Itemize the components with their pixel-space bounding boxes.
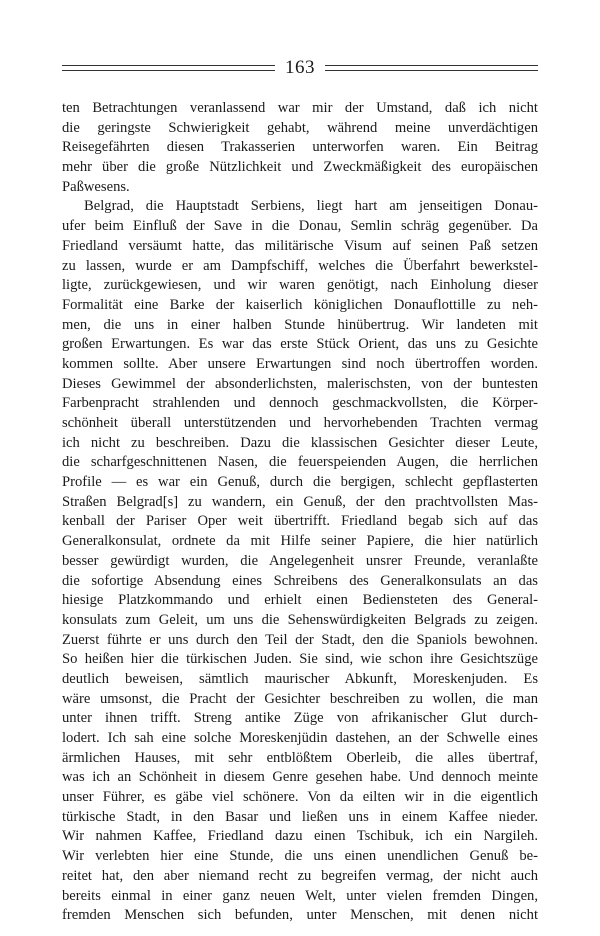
text-line: men, die uns in einer halben Stunde hinübertrug. Wir landeten mit	[62, 316, 538, 333]
text-line: die sofortige Absendung eines Schreibens des Generalkonsulats an das	[62, 572, 538, 589]
paragraph	[62, 197, 538, 925]
text-line: die scharfgeschnittenen Nasen, die feuerspeienden Augen, die herrlichen	[62, 454, 538, 471]
text-line: Profile — es war ein Genuß, durch die bergigen, schlecht gepflasterten	[62, 474, 538, 491]
text-line: Farbenpracht strahlenden und dennoch geschmackvollsten, die Körper-	[62, 395, 538, 412]
page-header	[62, 56, 538, 80]
text-line: Wir verlebten hier eine Stunde, die uns einen unendlichen Genuß be-	[62, 848, 538, 865]
text-line: Reisegefährten diesen Trakasserien unterworfen waren. Ein Beitrag	[62, 139, 538, 156]
text-line: wäre umsonst, die Pracht der Gesichter beschreiben zu wollen, die man	[62, 690, 538, 707]
text-line: deutlich beweisen, sämtlich maurischer Abkunft, Moreskenjuden. Es	[62, 670, 538, 687]
header-rule-right	[325, 65, 538, 71]
text-line: schönheit überall unterstützenden und hervorhebenden Trachten vermag	[62, 415, 538, 431]
text-line: was ich an Schönheit in diesem Genre gesehen habe. Und dennoch meinte	[62, 769, 538, 786]
text-line: konsulats zum Geleit, um uns die Sehenswürdigkeiten Belgrads zu zeigen.	[62, 611, 538, 628]
text-line: Formalität eine Barke der kaiserlich königlichen Donauflottille zu neh-	[62, 296, 538, 313]
text-line: unter ihnen trifft. Streng antike Züge von afrikanischer Glut durch-	[62, 710, 538, 727]
text-line: türkische Stadt, in den Basar und ließen uns in einem Kaffee nieder.	[62, 808, 538, 825]
text-line: hiesige Platzkommando und erhielt einen Bediensteten des General-	[62, 592, 538, 609]
text-line: Straßen Belgrad[s] zu wandern, ein Genuß, der den prachtvollsten Mas-	[62, 493, 538, 510]
text-line: Zuerst führte er uns durch den Teil der Stadt, den die Spaniols bewohnen.	[62, 631, 538, 648]
header-rule-left	[62, 65, 275, 71]
text-line: kommen sollte. Aber unsere Erwartungen sind noch übertroffen worden.	[62, 355, 538, 372]
text-line: reitet hat, den aber niemand recht zu begreifen vermag, der nicht auch	[62, 867, 538, 884]
text-line: besser gewürdigt wurden, die Angelegenheit unsrer Freunde, veranlaßte	[62, 552, 538, 569]
text-line: bereits einmal in einer ganz neuen Welt, unter vielen fremden Dingen,	[62, 887, 538, 904]
text-line: Generalkonsulat, ordnete da mit Hilfe seiner Papiere, die hier natürlich	[62, 533, 538, 550]
text-line: zu lassen, wurde er am Dampfschiff, welches die Überfahrt bewerkstel-	[62, 257, 538, 274]
page-number: 163	[285, 57, 315, 78]
text-line: großen Erwartungen. Es war das erste Stück Orient, das uns zu Gesichte	[62, 336, 538, 353]
text-line: ten Betrachtungen veranlassend war mir der Umstand, daß ich nicht	[62, 100, 538, 116]
text-line: mehr über die große Nützlichkeit und Zweckmäßigkeit des europäischen	[62, 159, 538, 176]
text-line: ich nicht zu beschreiben. Dazu die klassischen Gesichter dieser Leute,	[62, 434, 538, 451]
body-text	[62, 99, 538, 926]
text-line: fremden Menschen sich befunden, unter Menschen, mit denen nicht	[62, 907, 538, 924]
text-line: Dieses Gewimmel der absonderlichsten, malerischsten, von der buntesten	[62, 375, 538, 392]
text-line: Paßwesens.	[62, 178, 130, 195]
paragraph	[62, 99, 538, 197]
text-line: die geringste Schwierigkeit gehabt, während meine unverdächtigen	[62, 119, 538, 136]
text-line: kenball der Pariser Oper weit übertrifft. Friedland begab sich auf das	[62, 513, 538, 530]
text-line: ärmlichen Hauses, mit sehr entblößtem Oberleib, die alles übertraf,	[62, 749, 538, 766]
text-line: So heißen hier die türkischen Juden. Sie sind, wie schon ihre Gesichtszüge	[62, 651, 538, 668]
text-line: unser Führer, es gäbe viel schönere. Von da eilten wir in die eigentlich	[62, 789, 538, 806]
text-line: lodert. Ich sah eine solche Moreskenjüdin dastehen, an der Schwelle eines	[62, 730, 538, 746]
text-line: Belgrad, die Hauptstadt Serbiens, liegt hart am jenseitigen Donau-	[84, 198, 538, 215]
text-line: ligte, zurückgewiesen, und wir waren genötigt, nach Einholung dieser	[62, 277, 538, 294]
text-line: Friedland versäumt hatte, das militärische Visum auf seinen Paß setzen	[62, 237, 538, 254]
text-line: Wir nahmen Kaffee, Friedland dazu einen Tschibuk, ich ein Nargileh.	[62, 828, 538, 845]
text-line: ufer beim Einfluß der Save in die Donau, Semlin schräg gegenüber. Da	[62, 218, 538, 235]
